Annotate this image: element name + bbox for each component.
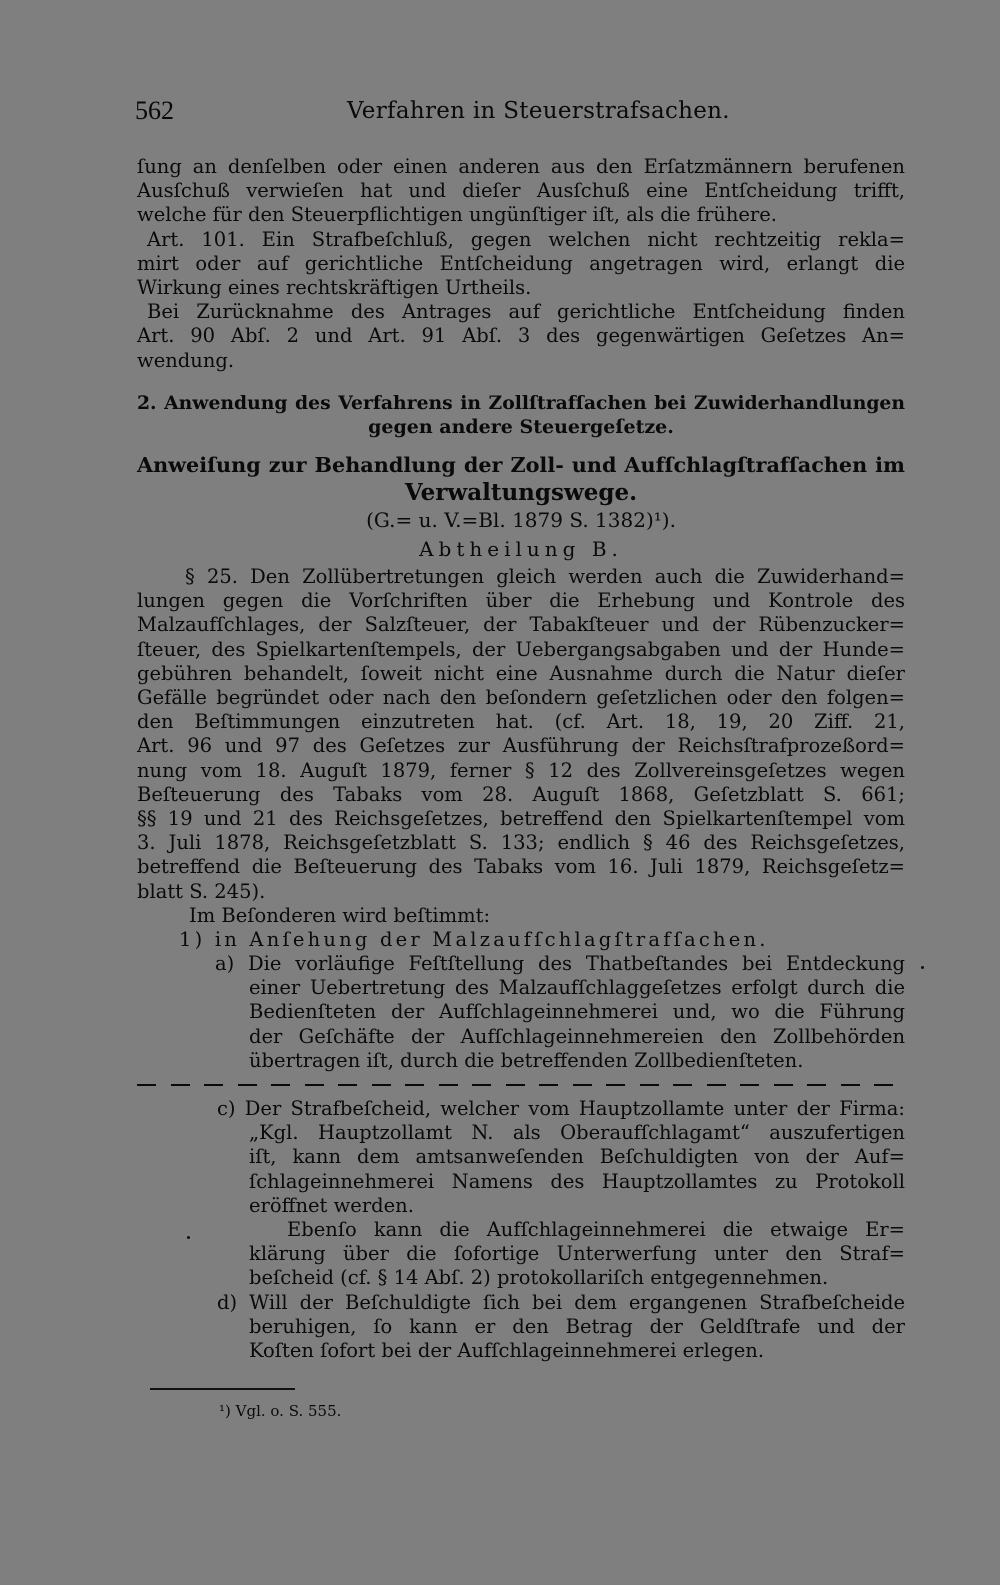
text-line: gebühren behandelt, ſoweit nicht eine Ausnahme durch die Natur dieſer xyxy=(137,661,905,685)
running-title: Verfahren in Steuerstrafsachen. xyxy=(347,98,730,124)
omission-dashes xyxy=(137,1073,905,1097)
print-speck xyxy=(187,1236,190,1239)
text-line: Wirkung eines rechtskräftigen Urtheils. xyxy=(137,275,532,299)
item-1-heading xyxy=(137,928,905,952)
dash xyxy=(774,1084,793,1086)
text-line: Ausſchuß verwieſen hat und dieſer Ausſchuß eine Entſcheidung trifft, xyxy=(137,179,905,203)
text-line: Bei Zurücknahme des Antrages auf gerichtliche Entſcheidung finden xyxy=(147,300,905,324)
paragraph-art-101 xyxy=(137,228,905,301)
paragraph-ebenso xyxy=(137,1218,905,1291)
page-header xyxy=(135,96,905,136)
text-line: Art. 96 und 97 des Geſetzes zur Ausführung der Reichsſtrafprozeßord= xyxy=(137,734,905,758)
text-line: „Kgl. Hauptzollamt N. als Oberaufſchlagamt“ auszufertigen xyxy=(249,1121,905,1145)
item-a xyxy=(137,952,905,1073)
dash xyxy=(305,1084,324,1086)
text-line: Art. 90 Abſ. 2 und Art. 91 Abſ. 3 des gegenwärtigen Geſetzes An= xyxy=(137,324,905,348)
text-line: klärung über die ſofortige Unterwerfung unter den Straf= xyxy=(249,1242,905,1266)
footnote: ¹) Vgl. o. S. 555. xyxy=(219,1402,342,1420)
text-line: §§ 19 und 21 des Reichsgeſetzes, betreffend den Spielkartenſtempel vom xyxy=(137,806,905,830)
instruction-source xyxy=(137,507,905,533)
text-line: d) Will der Beſchuldigte ſich bei dem ergangenen Strafbeſcheide xyxy=(217,1290,905,1314)
dash xyxy=(874,1084,893,1086)
paragraph-intro xyxy=(137,155,905,228)
dash xyxy=(841,1084,860,1086)
text-line: ſung an denſelben oder einen anderen aus den Erſatzmännern berufenen xyxy=(137,155,905,178)
item-d xyxy=(137,1291,905,1364)
text-line: a) Die vorläufige Feſtſtellung des Thatbeſtandes bei Entdeckung xyxy=(215,952,905,976)
text-line: eröffnet werden. xyxy=(249,1193,414,1217)
dash xyxy=(171,1084,190,1086)
text-line: welche für den Steuerpflichtigen ungünſtiger iſt, als die frühere. xyxy=(137,203,777,227)
text-line: beſcheid (cf. § 14 Abſ. 2) protokollariſch entgegennehmen. xyxy=(249,1266,829,1290)
dash xyxy=(606,1084,625,1086)
dash xyxy=(338,1084,357,1086)
dash xyxy=(204,1084,223,1086)
text-line: übertragen iſt, durch die betreffenden Zollbedienſteten. xyxy=(249,1048,804,1072)
text-line: Beſteuerung des Tabaks vom 28. Auguſt 1868, Geſetzblatt S. 661; xyxy=(137,782,905,806)
division-heading xyxy=(137,533,905,565)
dash xyxy=(539,1084,558,1086)
text-line: iſt, kann dem amtsanweſenden Beſchuldigten von der Auf= xyxy=(249,1145,905,1169)
text-line: Art. 101. Ein Strafbeſchluß, gegen welchen nicht rechtzeitig rekla= xyxy=(147,227,905,251)
dash xyxy=(271,1084,290,1086)
dash xyxy=(707,1084,726,1086)
text-line: Ebenſo kann die Aufſchlageinnehmerei die etwaige Er= xyxy=(287,1217,905,1241)
text-line: einer Uebertretung des Malzaufſchlaggeſetzes erfolgt durch die xyxy=(249,976,905,1000)
text-line: lungen gegen die Vorſchriften über die Erhebung und Kontrole des xyxy=(137,589,905,613)
heading-line: gegen andere Steuergeſetze. xyxy=(368,415,674,438)
title-line: Anweiſung zur Behandlung der Zoll- und Aufſchlagſtrafſachen im xyxy=(137,453,905,478)
dash xyxy=(740,1084,759,1086)
paragraph-im-besonderen xyxy=(137,904,905,928)
dash xyxy=(640,1084,659,1086)
dash xyxy=(506,1084,525,1086)
dash xyxy=(238,1084,257,1086)
text-line: Gefälle begründet oder nach den beſondern geſetzlichen oder den folgen= xyxy=(137,686,905,709)
text-line: ſchlageinnehmerei Namens des Hauptzollamtes zu Protokoll xyxy=(249,1169,905,1193)
text-line: betreffend die Beſteuerung des Tabaks vom 16. Juli 1879, Reichsgeſetz= xyxy=(137,855,905,879)
dash xyxy=(807,1084,826,1086)
dash xyxy=(405,1084,424,1086)
dash xyxy=(472,1084,491,1086)
paragraph-zuruecknahme xyxy=(137,300,905,373)
text-line: § 25. Den Zollübertretungen gleich werden auch die Zuwiderhand= xyxy=(185,565,905,589)
text-line: 1) in Anſehung der Malzaufſchlagſtrafſachen. xyxy=(179,927,769,951)
text-line: den Beſtimmungen einzutreten hat. (cf. Art. 18, 19, 20 Ziff. 21, xyxy=(137,710,905,734)
text-line: beruhigen, ſo kann er den Betrag der Geldſtrafe und der xyxy=(249,1314,905,1338)
dash xyxy=(673,1084,692,1086)
page-body xyxy=(137,155,905,1363)
text-line: Koſten ſofort bei der Aufſchlageinnehmerei erlegen. xyxy=(249,1338,765,1362)
text-line: nung vom 18. Auguſt 1879, ferner § 12 des Zollvereinsgeſetzes wegen xyxy=(137,758,905,782)
spacer xyxy=(137,373,905,391)
division-line: Abtheilung B. xyxy=(419,537,623,562)
dash xyxy=(439,1084,458,1086)
heading-line: 2. Anwendung des Verfahrens in Zollſtrafſachen bei Zuwiderhandlungen xyxy=(137,391,905,414)
text-line: 3. Juli 1878, Reichsgeſetzblatt S. 133; endlich § 46 des Reichsgeſetzes, xyxy=(137,831,905,855)
text-line: Im Beſonderen wird beſtimmt: xyxy=(189,903,491,927)
footnote-rule xyxy=(150,1388,295,1390)
paragraph-25 xyxy=(137,565,905,904)
dash xyxy=(573,1084,592,1086)
text-line: der Geſchäfte der Aufſchlageinnehmereien den Zollbehörden xyxy=(249,1024,905,1048)
page-number: 562 xyxy=(135,96,174,125)
text-line: ſteuer, des Spielkartenſtempels, der Uebergangsabgaben und der Hunde= xyxy=(137,637,905,661)
text-line: Bedienſteten der Aufſchlageinnehmerei und, wo die Führung xyxy=(249,1000,905,1024)
text-line: mirt oder auf gerichtliche Entſcheidung angetragen wird, erlangt die xyxy=(137,251,905,275)
text-line: wendung. xyxy=(137,348,235,372)
spacer xyxy=(137,439,905,451)
title-line: Verwaltungswege. xyxy=(404,479,638,507)
dash xyxy=(372,1084,391,1086)
text-line: c) Der Strafbeſcheid, welcher vom Hauptzollamte unter der Firma: xyxy=(217,1097,905,1120)
section-heading xyxy=(137,391,905,439)
dash xyxy=(137,1084,156,1086)
instruction-title xyxy=(137,451,905,507)
source-line: (G.= u. V.=Bl. 1879 S. 1382)¹). xyxy=(366,508,676,533)
print-speck xyxy=(921,966,924,969)
item-c xyxy=(137,1097,905,1218)
text-line: blatt S. 245). xyxy=(137,879,266,903)
text-line: Malzaufſchlages, der Salzſteuer, der Tabakſteuer und der Rübenzucker= xyxy=(137,613,905,637)
